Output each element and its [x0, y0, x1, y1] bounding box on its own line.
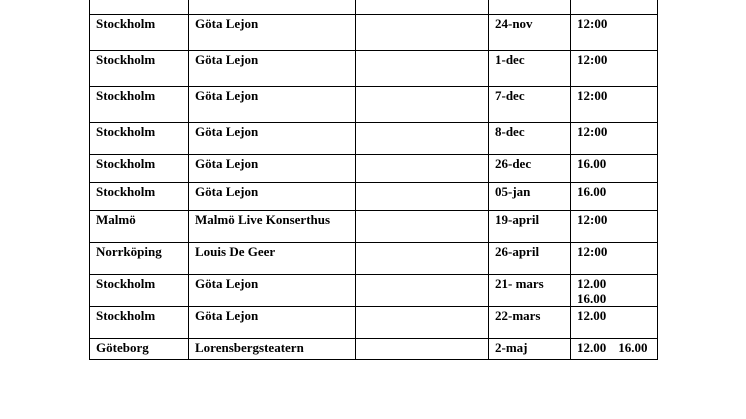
table-row: [90, 15, 658, 51]
venue-cell: [189, 0, 356, 15]
table-row: [90, 243, 658, 275]
extra-cell: [356, 211, 489, 243]
time-cell: 12:00: [571, 87, 658, 123]
venue-cell: Malmö Live Konserthus: [189, 211, 356, 243]
extra-cell: [356, 0, 489, 15]
time-cell: 12.00: [571, 307, 658, 339]
venue-cell: Göta Lejon: [189, 275, 356, 307]
time-cell: 12:00: [571, 123, 658, 155]
date-cell: 19-april: [489, 211, 571, 243]
date-cell: 22-mars: [489, 307, 571, 339]
table-row: [90, 51, 658, 87]
table-row: [90, 155, 658, 183]
extra-cell: [356, 307, 489, 339]
extra-cell: [356, 339, 489, 360]
extra-cell: [356, 87, 489, 123]
extra-cell: [356, 155, 489, 183]
time-second: 16.00: [618, 340, 648, 355]
time-cell: 16.00: [571, 155, 658, 183]
extra-cell: [356, 15, 489, 51]
time-second: 16.00: [577, 291, 607, 306]
time-cell: 12:00: [571, 243, 658, 275]
venue-cell: Louis De Geer: [189, 243, 356, 275]
time-first: 12.00: [577, 276, 607, 291]
venue-cell: Lorensbergsteatern: [189, 339, 356, 360]
venue-cell: Göta Lejon: [189, 87, 356, 123]
time-cell: [571, 339, 658, 360]
city-cell: Norrköping: [90, 243, 189, 275]
city-cell: Stockholm: [90, 51, 189, 87]
date-cell: 8-dec: [489, 123, 571, 155]
table-row: [90, 275, 658, 307]
date-cell: 05-jan: [489, 183, 571, 211]
city-cell: Stockholm: [90, 275, 189, 307]
date-cell: 26-april: [489, 243, 571, 275]
time-cell: [571, 275, 658, 307]
date-cell: 24-nov: [489, 15, 571, 51]
venue-cell: Göta Lejon: [189, 15, 356, 51]
table-row: [90, 211, 658, 243]
extra-cell: [356, 183, 489, 211]
city-cell: [90, 0, 189, 15]
venue-cell: Göta Lejon: [189, 51, 356, 87]
city-cell: Stockholm: [90, 155, 189, 183]
time-cell: 12:00: [571, 51, 658, 87]
extra-cell: [356, 243, 489, 275]
table-row: [90, 339, 658, 360]
table-row: [90, 307, 658, 339]
city-cell: Stockholm: [90, 15, 189, 51]
city-cell: Stockholm: [90, 183, 189, 211]
date-cell: 1-dec: [489, 51, 571, 87]
date-cell: 26-dec: [489, 155, 571, 183]
city-cell: Stockholm: [90, 123, 189, 155]
city-cell: Stockholm: [90, 87, 189, 123]
time-cell: 12:00: [571, 211, 658, 243]
time-cell: 16.00: [571, 183, 658, 211]
table-row: [90, 87, 658, 123]
venue-cell: Göta Lejon: [189, 123, 356, 155]
time-cell: [571, 0, 658, 15]
venue-cell: Göta Lejon: [189, 307, 356, 339]
city-cell: Stockholm: [90, 307, 189, 339]
date-cell: 7-dec: [489, 87, 571, 123]
extra-cell: [356, 123, 489, 155]
schedule-table: [89, 0, 658, 360]
date-cell: 21- mars: [489, 275, 571, 307]
city-cell: Göteborg: [90, 339, 189, 360]
venue-cell: Göta Lejon: [189, 183, 356, 211]
time-first: 12.00: [577, 340, 607, 355]
city-cell: Malmö: [90, 211, 189, 243]
date-cell: 2-maj: [489, 339, 571, 360]
time-cell: 12:00: [571, 15, 658, 51]
table-row: [90, 0, 658, 15]
extra-cell: [356, 275, 489, 307]
table-row: [90, 183, 658, 211]
table-row: [90, 123, 658, 155]
venue-cell: Göta Lejon: [189, 155, 356, 183]
extra-cell: [356, 51, 489, 87]
date-cell: [489, 0, 571, 15]
